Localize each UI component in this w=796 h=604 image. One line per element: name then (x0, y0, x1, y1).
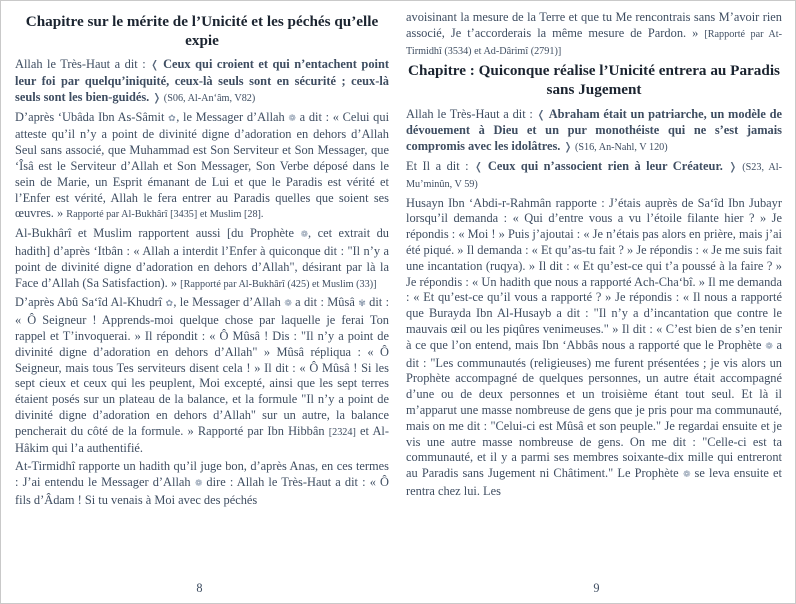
paragraph (15, 110, 389, 224)
verse-bracket-ornament: ❭ (152, 92, 164, 104)
body-text: D’après ‘Ubâda Ibn As-Sâmit (15, 109, 169, 124)
paragraph (15, 226, 389, 292)
chapter-heading (15, 13, 389, 50)
body-text: a dit : "Les communautés (religieuses) me furent présentées ; je vis alors un Prophète accompagné de quelques personnes, un autre était accompagné d’une ou de deux personnes et un troisième étant tout seul. Et là il m’apparut une masse nombreuse de gens que je pris pour ma communauté, mais on me dit : "Celui-ci est Mûsâ et son peuple." Je regardai ensuite et je vis une autre masse nombreuse de gens. On me dit : "Celle-ci est ta communauté, et il y a parmi ses membres soixante-dix mille qui entreront au Paradis sans Jugement ni Châtiment." Le Prophète (406, 337, 782, 481)
body-text: Chapitre sur le mérite de l’Unicité et les péchés qu’elle expie (25, 13, 379, 49)
paragraph (406, 10, 782, 59)
citation-reference: (S23, Al-Mu’minûn, V 59) (406, 161, 782, 190)
body-text: a dit : « Celui qui atteste qu’il n’y a point de divinité digne d’adoration en dehors d’Allah Seul sans associé, que Muhammad est Son Serviteur et Son Messager, que ‘Îsâ est le Serviteur d’Allah et Son Messager, Son Verbe déposé dans le sein de Marie, un Esprit émanant de Lui et que le Paradis est vérité et l’Enfer est vérité, Allah le fera entrer au Paradis quelles que soient ses œuvres. » (15, 109, 390, 221)
body-text: , cet extrait du hadith] d’après ‘Itbân : « Allah a interdit l’Enfer à quiconque dit : "Il n’y a point de divinité digne d’adoration en dehors d’Allah", désirant par là la Face d’Allah (Sa Satisfaction). » (15, 226, 389, 290)
honorific-glyph-icon: ❁ (284, 299, 292, 310)
paragraph (15, 57, 389, 106)
honorific-glyph-icon: ❁ (194, 479, 203, 490)
quran-verse-text: Abraham était un patriarche, un modèle de dévouement à Dieu et un pur monothéiste qui ne s’est jamais compromis avec les idolâtres. (406, 106, 782, 154)
page-left-content (15, 13, 389, 509)
body-text: dire : Allah le Très-Haut a dit : « Ô fils d’Âdam ! Si tu venais à Moi avec des péchés (15, 475, 390, 507)
honorific-glyph-icon: ❁ (300, 230, 309, 241)
body-text: dit : « Ô Seigneur ! Apprends-moi quelque chose par laquelle je ferai Ton rappel et T’invoquerai. » Il répondit : « Ô Mûsâ ! Dis : "Il n’y a point de divinité digne d’adoration en dehors d’Allah" » Mûsâ répliqua : « Ô Seigneur, mais tous Tes serviteurs disent cela ! » Il dit : « Ô Mûsâ ! Si les sept cieux et ceux qui les peuplent, Moi excepté, ainsi que les sept terres étaient posés sur un plateau de la balance, et la formule "Il n’y a point de divinité digne d’adoration en dehors d’Allah" sur un autre, la balance pencherait du côté de la formule. » Rapporté par Ibn Hibbân (15, 295, 390, 438)
body-text: Et Il a dit : (406, 158, 475, 173)
body-text: avoisinant la mesure de la Terre et que tu Me rencontrais sans M’avoir rien associé, Je t’accorderais la même mesure de Pardon. » (406, 10, 782, 40)
honorific-glyph-icon: ✿ (168, 113, 177, 124)
honorific-glyph-icon: ❁ (288, 113, 296, 124)
body-text: Allah le Très-Haut a dit : (15, 57, 151, 72)
honorific-glyph-icon: ✿ (165, 299, 174, 310)
body-text: , le Messager d’Allah (176, 109, 289, 124)
paragraph (406, 107, 782, 156)
page-number: 9 (593, 581, 600, 595)
body-text: At-Tirmidhî rapporte un hadith qu’il juge bon, d’après Anas, en ces termes : J’ai entendu le Messager d’Allah (15, 459, 389, 490)
verse-bracket-ornament: ❬ (536, 109, 549, 121)
verse-bracket-ornament: ❭ (728, 161, 743, 173)
citation-reference: [Rapporté par Al-Bukhârî (425) et Muslim (33)] (180, 278, 377, 290)
body-text: et Al-Hâkim qui l’a authentifié. (15, 423, 389, 455)
body-text: D’après Abû Sa‘îd Al-Khudrî (15, 295, 166, 310)
citation-reference: (S16, An-Nahl, V 120) (574, 142, 668, 154)
quran-verse-text: Ceux qui croient et qui n’entachent point leur foi par quelqu’iniquité, ceux-là seuls sont en sécurité ; ceux-là seuls sont les bien-guidés. (15, 57, 389, 104)
body-text: Chapitre : Quiconque réalise l’Unicité entrera au Paradis sans Jugement (408, 62, 780, 98)
page-right (398, 1, 795, 603)
paragraph (15, 295, 389, 456)
body-text: se leva ensuite et rentra chez lui. Les (406, 466, 782, 498)
verse-bracket-ornament: ❬ (474, 161, 488, 173)
page-right-content (406, 10, 782, 500)
verse-bracket-ornament: ❬ (150, 60, 164, 72)
citation-reference: (S06, Al-An‘âm, V82) (163, 92, 256, 104)
paragraph (406, 196, 782, 500)
quran-verse-text: Ceux qui n’associent rien à leur Créateur. (487, 158, 729, 173)
body-text: Al-Bukhârî et Muslim rapportent aussi [du Prophète (15, 226, 301, 241)
page-left (1, 1, 398, 603)
paragraph (406, 159, 782, 193)
honorific-glyph-icon: ✾ (358, 299, 366, 310)
body-text: , le Messager d’Allah (173, 295, 285, 310)
honorific-glyph-icon: ❁ (682, 470, 691, 481)
body-text: a dit : Mûsâ (291, 295, 359, 310)
chapter-heading (406, 62, 782, 99)
citation-reference: Rapporté par Al-Bukhârî [3435] et Muslim [28]. (66, 209, 264, 221)
body-text: Allah le Très-Haut a dit : (406, 106, 537, 121)
citation-reference: [2324] (328, 426, 356, 438)
paragraph (15, 459, 389, 508)
honorific-glyph-icon: ❁ (765, 341, 773, 352)
citation-reference: [Rapporté par At-Tirmidhî (3534) et Ad-Dârimî (2791)] (406, 28, 783, 57)
verse-bracket-ornament: ❭ (563, 142, 575, 154)
body-text: Husayn Ibn ‘Abdi-r-Rahmân rapporte : J’étais auprès de Sa‘îd Ibn Jubayr lorsqu’il demanda : « Qui d’entre vous a vu l’étoile filante hier ? » Je répondis : « Moi ! » Puis j’ajoutai : « Je n’étais pas alors en prière, mais j’ai été piqué. » Il demanda : « Et qu’as-tu fait ? » Je répondis : « Je me suis fait une incantation (ruqya). » Il dit : « Et qu’est-ce qui t’a poussé à la faire ? » Je répondis : « Un hadith que nous a rapporté Ach-Cha‘bî. » Il me demanda : « Et qu’est-ce qu’il vous a rapporté ? » Je répondis : « Il nous a rapporté que Burayda Ibn Al-Husayb a dit : "Il n’y a d’incantation que contre le mauvais œil ou les piqûres venimeuses." » Il dit : « C’est bien de s’en tenir à ce que l’on entend, mais Ibn ‘Abbâs nous a rapporté que le Prophète (406, 195, 782, 352)
page-number: 8 (196, 581, 203, 595)
